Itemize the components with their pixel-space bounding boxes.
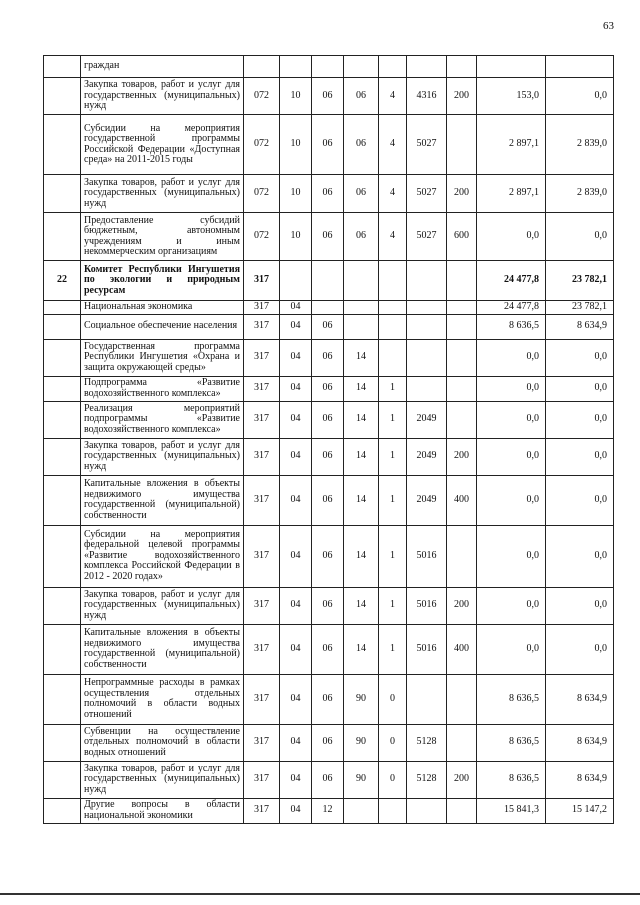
row-number-cell bbox=[44, 376, 81, 401]
subprogram-code-cell: 1 bbox=[379, 376, 407, 401]
target-code-cell bbox=[407, 798, 447, 823]
amount-executed-cell: 8 634,9 bbox=[546, 314, 614, 339]
target-code-cell: 4316 bbox=[407, 78, 447, 115]
subsection-code-cell bbox=[312, 301, 344, 315]
expense-type-cell bbox=[447, 339, 477, 376]
section-code-cell: 04 bbox=[280, 798, 312, 823]
program-code-cell: 14 bbox=[344, 624, 379, 674]
expense-type-cell bbox=[447, 724, 477, 761]
amount-planned-cell: 0,0 bbox=[477, 525, 546, 587]
budget-table bbox=[43, 55, 614, 824]
subprogram-code-cell bbox=[379, 339, 407, 376]
section-code-cell bbox=[280, 261, 312, 301]
expense-type-cell bbox=[447, 525, 477, 587]
section-code-cell: 04 bbox=[280, 339, 312, 376]
subsection-code-cell bbox=[312, 56, 344, 78]
target-code-cell: 5027 bbox=[407, 175, 447, 213]
expense-type-cell bbox=[447, 798, 477, 823]
amount-planned-cell: 153,0 bbox=[477, 78, 546, 115]
amount-executed-cell: 0,0 bbox=[546, 525, 614, 587]
table-row bbox=[44, 213, 614, 261]
table-row bbox=[44, 674, 614, 724]
subsection-code-cell: 06 bbox=[312, 376, 344, 401]
amount-executed-cell: 2 839,0 bbox=[546, 115, 614, 175]
target-code-cell: 5128 bbox=[407, 724, 447, 761]
subsection-code-cell: 06 bbox=[312, 314, 344, 339]
description-cell: Закупка товаров, работ и услуг для государственных (муниципальных) нужд bbox=[81, 761, 244, 798]
subsection-code-cell: 06 bbox=[312, 674, 344, 724]
bottom-edge-line bbox=[0, 893, 640, 895]
ministry-code-cell bbox=[244, 56, 280, 78]
subprogram-code-cell: 0 bbox=[379, 674, 407, 724]
amount-planned-cell: 0,0 bbox=[477, 401, 546, 438]
amount-planned-cell: 0,0 bbox=[477, 339, 546, 376]
ministry-code-cell: 317 bbox=[244, 475, 280, 525]
description-cell: Другие вопросы в области национальной экономики bbox=[81, 798, 244, 823]
section-code-cell: 04 bbox=[280, 674, 312, 724]
program-code-cell: 14 bbox=[344, 587, 379, 624]
ministry-code-cell: 317 bbox=[244, 376, 280, 401]
row-number-cell bbox=[44, 401, 81, 438]
subsection-code-cell bbox=[312, 261, 344, 301]
section-code-cell: 10 bbox=[280, 115, 312, 175]
row-number-cell bbox=[44, 624, 81, 674]
amount-executed-cell: 0,0 bbox=[546, 624, 614, 674]
expense-type-cell bbox=[447, 376, 477, 401]
target-code-cell bbox=[407, 301, 447, 315]
program-code-cell: 06 bbox=[344, 213, 379, 261]
section-code-cell: 04 bbox=[280, 587, 312, 624]
subprogram-code-cell: 4 bbox=[379, 78, 407, 115]
amount-planned-cell: 0,0 bbox=[477, 213, 546, 261]
expense-type-cell: 400 bbox=[447, 475, 477, 525]
amount-planned-cell: 24 477,8 bbox=[477, 261, 546, 301]
amount-executed-cell: 0,0 bbox=[546, 78, 614, 115]
target-code-cell: 5016 bbox=[407, 587, 447, 624]
subsection-code-cell: 06 bbox=[312, 339, 344, 376]
ministry-code-cell: 317 bbox=[244, 798, 280, 823]
section-code-cell: 04 bbox=[280, 624, 312, 674]
row-number-cell bbox=[44, 115, 81, 175]
target-code-cell bbox=[407, 261, 447, 301]
page-number: 63 bbox=[603, 20, 614, 32]
section-code-cell: 10 bbox=[280, 175, 312, 213]
ministry-code-cell: 317 bbox=[244, 261, 280, 301]
program-code-cell: 14 bbox=[344, 339, 379, 376]
program-code-cell bbox=[344, 261, 379, 301]
expense-type-cell bbox=[447, 115, 477, 175]
table-row bbox=[44, 761, 614, 798]
description-cell: Реализация мероприятий подпрограммы «Развитие водохозяйственного комплекса» bbox=[81, 401, 244, 438]
row-number-cell bbox=[44, 56, 81, 78]
description-cell: Государственная программа Республики Ингушетия «Охрана и защита окружающей среды» bbox=[81, 339, 244, 376]
amount-executed-cell: 15 147,2 bbox=[546, 798, 614, 823]
ministry-code-cell: 317 bbox=[244, 587, 280, 624]
subsection-code-cell: 06 bbox=[312, 213, 344, 261]
description-cell: граждан bbox=[81, 56, 244, 78]
program-code-cell: 06 bbox=[344, 78, 379, 115]
ministry-code-cell: 317 bbox=[244, 674, 280, 724]
subprogram-code-cell: 4 bbox=[379, 213, 407, 261]
description-cell: Закупка товаров, работ и услуг для государственных (муниципальных) нужд bbox=[81, 175, 244, 213]
row-number-cell bbox=[44, 314, 81, 339]
program-code-cell: 14 bbox=[344, 475, 379, 525]
target-code-cell bbox=[407, 674, 447, 724]
section-code-cell: 04 bbox=[280, 761, 312, 798]
row-number-cell bbox=[44, 475, 81, 525]
row-number-cell bbox=[44, 674, 81, 724]
program-code-cell: 14 bbox=[344, 525, 379, 587]
table-row bbox=[44, 314, 614, 339]
amount-executed-cell: 0,0 bbox=[546, 587, 614, 624]
amount-planned-cell: 0,0 bbox=[477, 587, 546, 624]
expense-type-cell bbox=[447, 301, 477, 315]
program-code-cell: 14 bbox=[344, 376, 379, 401]
section-code-cell: 10 bbox=[280, 78, 312, 115]
expense-type-cell bbox=[447, 401, 477, 438]
row-number-cell bbox=[44, 761, 81, 798]
amount-planned-cell: 8 636,5 bbox=[477, 674, 546, 724]
description-cell: Социальное обеспечение населения bbox=[81, 314, 244, 339]
amount-executed-cell: 0,0 bbox=[546, 475, 614, 525]
table-row bbox=[44, 401, 614, 438]
subsection-code-cell: 06 bbox=[312, 175, 344, 213]
amount-planned-cell: 0,0 bbox=[477, 438, 546, 475]
subsection-code-cell: 12 bbox=[312, 798, 344, 823]
amount-executed-cell: 0,0 bbox=[546, 376, 614, 401]
table-row bbox=[44, 175, 614, 213]
amount-executed-cell: 0,0 bbox=[546, 339, 614, 376]
subprogram-code-cell: 4 bbox=[379, 115, 407, 175]
target-code-cell: 5016 bbox=[407, 624, 447, 674]
amount-planned-cell: 2 897,1 bbox=[477, 175, 546, 213]
subsection-code-cell: 06 bbox=[312, 115, 344, 175]
subsection-code-cell: 06 bbox=[312, 724, 344, 761]
ministry-code-cell: 072 bbox=[244, 78, 280, 115]
table-row bbox=[44, 624, 614, 674]
target-code-cell bbox=[407, 376, 447, 401]
program-code-cell bbox=[344, 314, 379, 339]
description-cell: Национальная экономика bbox=[81, 301, 244, 315]
ministry-code-cell: 317 bbox=[244, 339, 280, 376]
subsection-code-cell: 06 bbox=[312, 525, 344, 587]
subsection-code-cell: 06 bbox=[312, 78, 344, 115]
subprogram-code-cell bbox=[379, 314, 407, 339]
program-code-cell: 90 bbox=[344, 724, 379, 761]
ministry-code-cell: 072 bbox=[244, 213, 280, 261]
section-code-cell bbox=[280, 56, 312, 78]
table-row bbox=[44, 724, 614, 761]
section-code-cell: 04 bbox=[280, 301, 312, 315]
section-code-cell: 04 bbox=[280, 724, 312, 761]
subsection-code-cell: 06 bbox=[312, 401, 344, 438]
program-code-cell: 14 bbox=[344, 401, 379, 438]
row-number-cell bbox=[44, 587, 81, 624]
description-cell: Субсидии на мероприятия государственной программы Российской Федерации «Доступная среда» на 2011-2015 годы bbox=[81, 115, 244, 175]
target-code-cell: 5027 bbox=[407, 213, 447, 261]
subprogram-code-cell: 0 bbox=[379, 724, 407, 761]
amount-planned-cell: 15 841,3 bbox=[477, 798, 546, 823]
subprogram-code-cell: 1 bbox=[379, 525, 407, 587]
ministry-code-cell: 072 bbox=[244, 175, 280, 213]
amount-planned-cell bbox=[477, 56, 546, 78]
table-row bbox=[44, 301, 614, 315]
row-number-cell bbox=[44, 339, 81, 376]
program-code-cell bbox=[344, 301, 379, 315]
program-code-cell: 90 bbox=[344, 674, 379, 724]
description-cell: Закупка товаров, работ и услуг для государственных (муниципальных) нужд bbox=[81, 438, 244, 475]
amount-executed-cell: 0,0 bbox=[546, 401, 614, 438]
program-code-cell bbox=[344, 56, 379, 78]
target-code-cell: 2049 bbox=[407, 475, 447, 525]
program-code-cell: 90 bbox=[344, 761, 379, 798]
description-cell: Подпрограмма «Развитие водохозяйственного комплекса» bbox=[81, 376, 244, 401]
subprogram-code-cell bbox=[379, 798, 407, 823]
table-row bbox=[44, 475, 614, 525]
amount-executed-cell: 23 782,1 bbox=[546, 261, 614, 301]
description-cell: Закупка товаров, работ и услуг для государственных (муниципальных) нужд bbox=[81, 78, 244, 115]
section-code-cell: 04 bbox=[280, 525, 312, 587]
amount-planned-cell: 0,0 bbox=[477, 376, 546, 401]
amount-planned-cell: 2 897,1 bbox=[477, 115, 546, 175]
ministry-code-cell: 317 bbox=[244, 761, 280, 798]
description-cell: Предоставление субсидий бюджетным, автономным учреждениям и иным некоммерческим организациям bbox=[81, 213, 244, 261]
row-number-cell bbox=[44, 798, 81, 823]
row-number-cell: 22 bbox=[44, 261, 81, 301]
row-number-cell bbox=[44, 175, 81, 213]
section-code-cell: 10 bbox=[280, 213, 312, 261]
subprogram-code-cell bbox=[379, 261, 407, 301]
target-code-cell bbox=[407, 56, 447, 78]
subprogram-code-cell: 1 bbox=[379, 475, 407, 525]
subprogram-code-cell bbox=[379, 56, 407, 78]
target-code-cell: 2049 bbox=[407, 438, 447, 475]
description-cell: Непрограммные расходы в рамках осуществления отдельных полномочий в области водных отношений bbox=[81, 674, 244, 724]
row-number-cell bbox=[44, 213, 81, 261]
expense-type-cell bbox=[447, 314, 477, 339]
amount-executed-cell bbox=[546, 56, 614, 78]
table-row bbox=[44, 525, 614, 587]
amount-planned-cell: 0,0 bbox=[477, 475, 546, 525]
row-number-cell bbox=[44, 78, 81, 115]
amount-executed-cell: 8 634,9 bbox=[546, 724, 614, 761]
table-row bbox=[44, 78, 614, 115]
description-cell: Закупка товаров, работ и услуг для государственных (муниципальных) нужд bbox=[81, 587, 244, 624]
expense-type-cell: 200 bbox=[447, 587, 477, 624]
amount-executed-cell: 0,0 bbox=[546, 213, 614, 261]
ministry-code-cell: 317 bbox=[244, 401, 280, 438]
subsection-code-cell: 06 bbox=[312, 624, 344, 674]
table-row bbox=[44, 115, 614, 175]
ministry-code-cell: 317 bbox=[244, 525, 280, 587]
target-code-cell: 5016 bbox=[407, 525, 447, 587]
amount-planned-cell: 8 636,5 bbox=[477, 314, 546, 339]
table-row bbox=[44, 261, 614, 301]
program-code-cell: 14 bbox=[344, 438, 379, 475]
ministry-code-cell: 317 bbox=[244, 438, 280, 475]
program-code-cell: 06 bbox=[344, 175, 379, 213]
description-cell: Капитальные вложения в объекты недвижимого имущества государственной (муниципальной) собственности bbox=[81, 475, 244, 525]
program-code-cell: 06 bbox=[344, 115, 379, 175]
expense-type-cell bbox=[447, 261, 477, 301]
amount-executed-cell: 0,0 bbox=[546, 438, 614, 475]
section-code-cell: 04 bbox=[280, 475, 312, 525]
subsection-code-cell: 06 bbox=[312, 587, 344, 624]
row-number-cell bbox=[44, 525, 81, 587]
target-code-cell: 5128 bbox=[407, 761, 447, 798]
amount-executed-cell: 8 634,9 bbox=[546, 674, 614, 724]
subsection-code-cell: 06 bbox=[312, 475, 344, 525]
table-row bbox=[44, 587, 614, 624]
ministry-code-cell: 317 bbox=[244, 314, 280, 339]
section-code-cell: 04 bbox=[280, 314, 312, 339]
expense-type-cell: 200 bbox=[447, 78, 477, 115]
description-cell: Капитальные вложения в объекты недвижимого имущества государственной (муниципальной) собственности bbox=[81, 624, 244, 674]
table-row bbox=[44, 438, 614, 475]
section-code-cell: 04 bbox=[280, 376, 312, 401]
subprogram-code-cell bbox=[379, 301, 407, 315]
subprogram-code-cell: 1 bbox=[379, 401, 407, 438]
subprogram-code-cell: 1 bbox=[379, 624, 407, 674]
table-row bbox=[44, 376, 614, 401]
subsection-code-cell: 06 bbox=[312, 761, 344, 798]
target-code-cell bbox=[407, 314, 447, 339]
expense-type-cell: 200 bbox=[447, 438, 477, 475]
section-code-cell: 04 bbox=[280, 438, 312, 475]
subprogram-code-cell: 0 bbox=[379, 761, 407, 798]
expense-type-cell bbox=[447, 56, 477, 78]
description-cell: Комитет Республики Ингушетия по экологии и природным ресурсам bbox=[81, 261, 244, 301]
amount-planned-cell: 8 636,5 bbox=[477, 724, 546, 761]
ministry-code-cell: 317 bbox=[244, 301, 280, 315]
expense-type-cell bbox=[447, 674, 477, 724]
expense-type-cell: 200 bbox=[447, 761, 477, 798]
section-code-cell: 04 bbox=[280, 401, 312, 438]
amount-planned-cell: 0,0 bbox=[477, 624, 546, 674]
ministry-code-cell: 317 bbox=[244, 724, 280, 761]
amount-planned-cell: 24 477,8 bbox=[477, 301, 546, 315]
subprogram-code-cell: 1 bbox=[379, 587, 407, 624]
description-cell: Субвенции на осуществление отдельных полномочий в области водных отношений bbox=[81, 724, 244, 761]
target-code-cell bbox=[407, 339, 447, 376]
row-number-cell bbox=[44, 438, 81, 475]
amount-executed-cell: 2 839,0 bbox=[546, 175, 614, 213]
expense-type-cell: 400 bbox=[447, 624, 477, 674]
table-row bbox=[44, 339, 614, 376]
expense-type-cell: 600 bbox=[447, 213, 477, 261]
amount-planned-cell: 8 636,5 bbox=[477, 761, 546, 798]
table-row bbox=[44, 56, 614, 78]
target-code-cell: 5027 bbox=[407, 115, 447, 175]
subsection-code-cell: 06 bbox=[312, 438, 344, 475]
table-row bbox=[44, 798, 614, 823]
row-number-cell bbox=[44, 301, 81, 315]
amount-executed-cell: 23 782,1 bbox=[546, 301, 614, 315]
row-number-cell bbox=[44, 724, 81, 761]
expense-type-cell: 200 bbox=[447, 175, 477, 213]
description-cell: Субсидии на мероприятия федеральной целевой программы «Развитие водохозяйственного комплекса Российской Федерации в 2012 - 2020 годах» bbox=[81, 525, 244, 587]
subprogram-code-cell: 1 bbox=[379, 438, 407, 475]
ministry-code-cell: 317 bbox=[244, 624, 280, 674]
ministry-code-cell: 072 bbox=[244, 115, 280, 175]
amount-executed-cell: 8 634,9 bbox=[546, 761, 614, 798]
program-code-cell bbox=[344, 798, 379, 823]
subprogram-code-cell: 4 bbox=[379, 175, 407, 213]
target-code-cell: 2049 bbox=[407, 401, 447, 438]
